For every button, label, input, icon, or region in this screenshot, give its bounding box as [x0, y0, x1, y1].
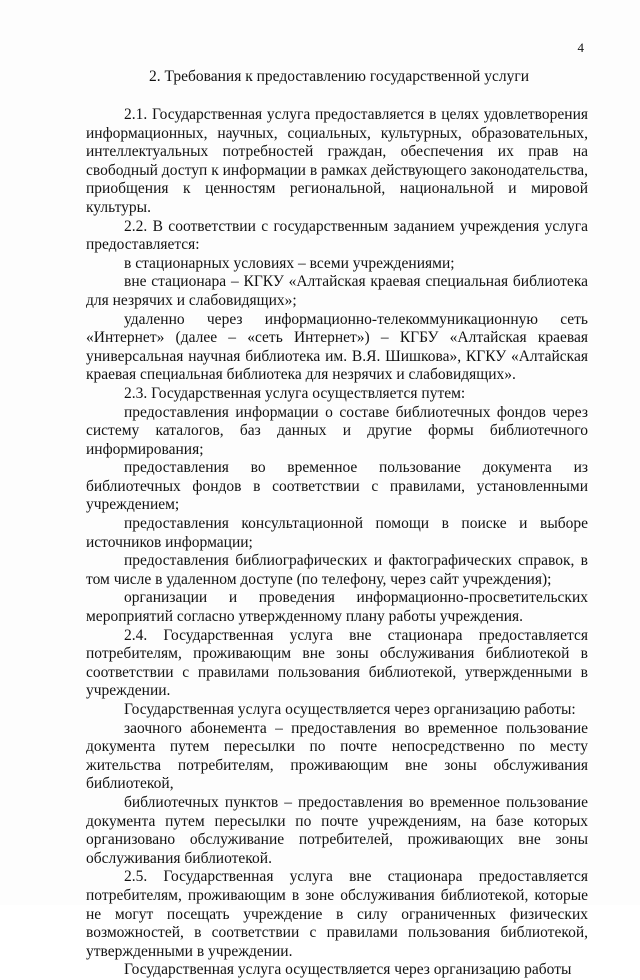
section-heading: 2. Требования к предоставлению государственной услуги: [149, 68, 529, 85]
paragraph: предоставления во временное пользование документа из библиотечных фондов в соответствии с правилами, установленными учреждением;: [86, 459, 588, 514]
paragraph: 2.1. Государственная услуга предоставляется в целях удовлетворения информационных, научных, социальных, культурных, образовательных, интеллектуальных потребностей граждан, обеспечения их прав на свободный доступ к информации в рамках действующего законодательства, приобщения к ценностям региональной, национальной и мировой культуры.: [86, 106, 588, 216]
page-number: 4: [577, 40, 584, 55]
paragraph: Государственная услуга осуществляется через организацию работы: [124, 961, 572, 979]
paragraph: 2.4. Государственная услуга вне стационара предоставляется потребителям, проживающим вне зоны обслуживания библиотекой в соответствии с правилами пользования библиотекой, утвержденными в учреждении.: [86, 626, 588, 700]
paragraph: предоставления информации о составе библиотечных фондов через систему каталогов, баз данных и другие формы библиотечного информирования;: [86, 403, 588, 458]
paragraph: в стационарных условиях – всеми учреждениями;: [124, 254, 455, 272]
paragraph: 2.3. Государственная услуга осуществляется путем:: [124, 384, 466, 402]
paragraph: библиотечных пунктов – предоставления во временное пользование документа путем пересылки по почте учреждениям, на базе которых организовано обслуживание потребителей, проживающих вне зоны обслуживания библиотекой.: [86, 793, 588, 867]
paragraph: заочного абонемента – предоставления во временное пользование документа путем пересылки по почте непосредственно по месту жительства потребителям, проживающим вне зоны обслуживания библиотекой,: [86, 719, 588, 793]
paragraph: организации и проведения информационно-просветительских мероприятий согласно утвержденному плану работы учреждения.: [86, 589, 588, 626]
document-body: [86, 106, 588, 980]
paragraph: вне стационара – КГКУ «Алтайская краевая специальная библиотека для незрячих и слабовидящих»;: [86, 273, 588, 309]
paragraph: Государственная услуга осуществляется через организацию работы:: [124, 701, 576, 718]
paragraph: удаленно через информационно-телекоммуникационную сеть «Интернет» (далее – «сеть Интернет») – КГБУ «Алтайская краевая универсальная научная библиотека им. В.Я. Шишкова», КГКУ «Алтайская краевая специальная библиотека для незрячих и слабовидящих».: [86, 310, 588, 384]
paragraph: 2.2. В соответствии с государственным заданием учреждения услуга предоставляется:: [86, 217, 588, 254]
paragraph: предоставления библиографических и фактографических справок, в том числе в удаленном доступе (по телефону, через сайт учреждения);: [86, 552, 588, 588]
paragraph: 2.5. Государственная услуга вне стационара предоставляется потребителям, проживающим в зоне обслуживания библиотекой, которые не могут посещать учреждение в силу ограниченных физических возможностей, в соответствии с правилами пользования библиотекой, утвержденными в учреждении.: [86, 868, 588, 960]
paragraph: предоставления консультационной помощи в поиске и выборе источников информации;: [86, 515, 588, 551]
